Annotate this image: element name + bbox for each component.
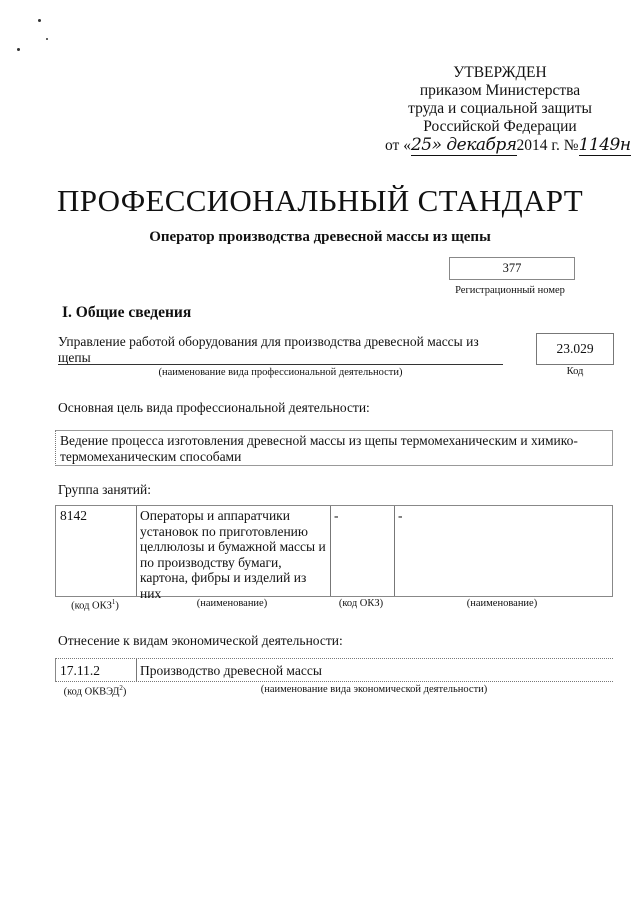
approval-line: Российской Федерации	[423, 118, 577, 135]
economic-activity-table	[55, 658, 613, 682]
document-title: ПРОФЕССИОНАЛЬНЫЙ СТАНДАРТ	[57, 183, 583, 218]
order-number-handwritten: 1149н	[578, 135, 631, 155]
economic-activity-label: Отнесение к видам экономической деятельности:	[58, 633, 343, 648]
scan-speck	[46, 38, 48, 40]
standard-name: Оператор производства древесной массы из щепы	[149, 229, 491, 245]
registration-number-box: 377	[449, 257, 575, 280]
caption-text: (код ОКВЭД	[63, 686, 120, 698]
okved-name-cell: Производство древесной массы	[140, 663, 322, 678]
goal-box: Ведение процесса изготовления древесной массы из щепы термомеханическим и химико-термомеханическим способами	[55, 430, 613, 466]
okved-code-cell: 17.11.2	[60, 663, 100, 678]
okz-code-caption-2: (код ОКЗ)	[338, 598, 384, 609]
approval-line: труда и социальной защиты	[408, 100, 592, 117]
order-year: 2014 г. №	[516, 137, 579, 154]
order-date-prefix: от «	[385, 137, 411, 154]
footnote-mark: 2	[119, 684, 123, 692]
activity-caption: (наименование вида профессиональной деятельности)	[158, 367, 403, 378]
caption-text: (код ОКЗ	[71, 600, 112, 612]
section-title: I. Общие сведения	[62, 304, 192, 321]
okz-name-caption: (наименование)	[196, 598, 268, 609]
activity-code-box: 23.029	[536, 333, 614, 365]
okz-code-caption	[55, 598, 135, 612]
okz-name-cell: Операторы и аппаратчики установок по приготовлению целлюлозы и бумажной массы и по производству бумаги, картона, фибры и изделий из них	[140, 508, 326, 601]
okz-code-cell-2: -	[334, 508, 339, 523]
okved-name-caption: (наименование вида экономической деятельности)	[260, 684, 488, 695]
activity-underline	[58, 364, 503, 365]
okz-name-caption-2: (наименование)	[466, 598, 538, 609]
approval-line: приказом Министерства	[419, 82, 581, 99]
activity-code-label: Код	[566, 366, 584, 377]
occupation-group-table	[55, 505, 613, 601]
caption-text: )	[115, 600, 119, 612]
order-date-handwritten: 25» декабря	[410, 135, 517, 155]
scan-speck	[38, 19, 41, 22]
activity-name: Управление работой оборудования для производства древесной массы из щепы	[58, 334, 479, 365]
okved-code-caption	[55, 684, 135, 698]
registration-number-label: Регистрационный номер	[455, 285, 565, 296]
caption-text: )	[122, 686, 127, 698]
approval-order-line	[385, 135, 631, 155]
okz-name-cell-2: -	[398, 508, 403, 523]
okz-code-cell: 8142	[60, 508, 87, 523]
group-label: Группа занятий:	[58, 482, 151, 497]
approval-title: УТВЕРЖДЕН	[453, 64, 547, 81]
goal-label: Основная цель вида профессиональной деятельности:	[58, 400, 370, 415]
approval-block	[385, 64, 631, 155]
scan-speck	[17, 48, 20, 51]
footnote-mark: 1	[111, 598, 116, 606]
